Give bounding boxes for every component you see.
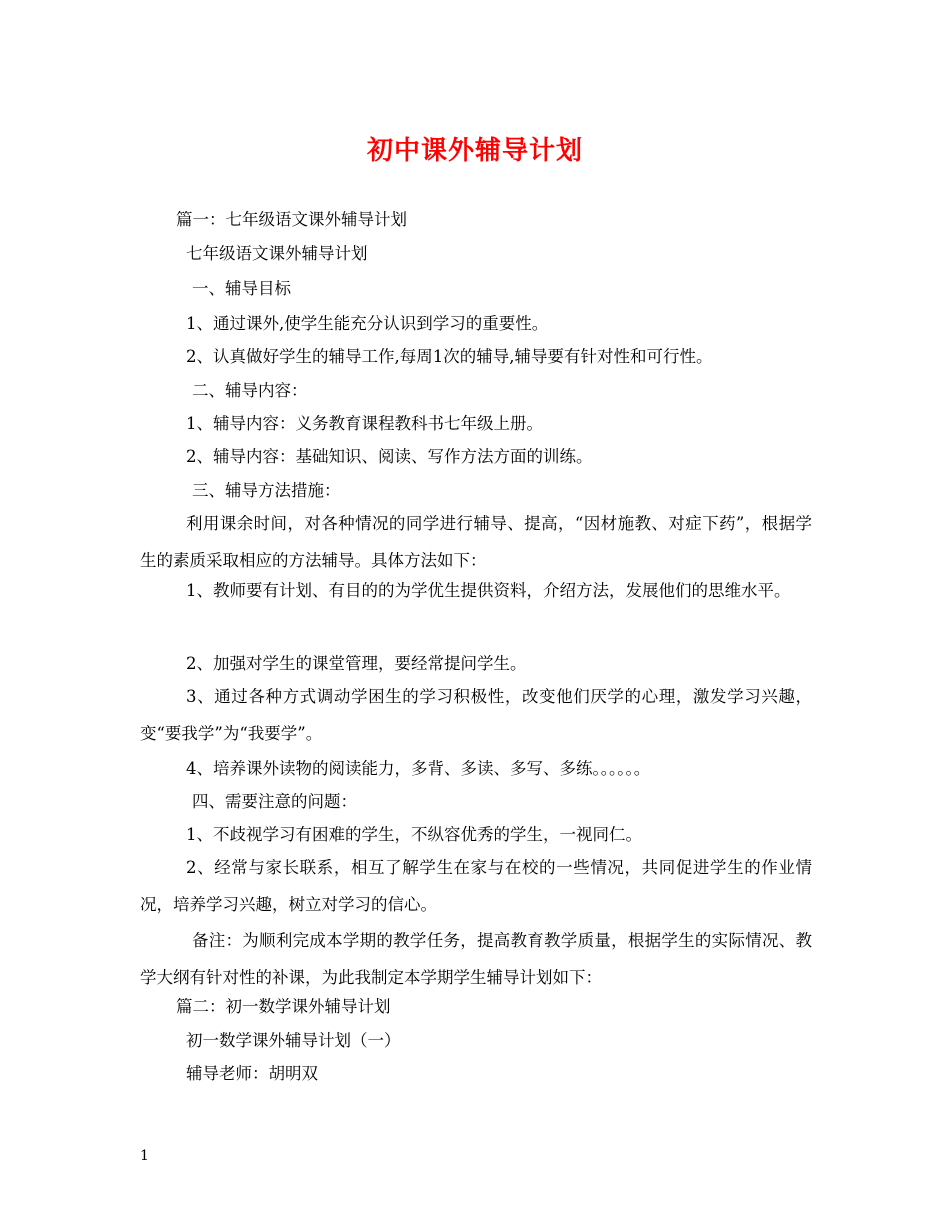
paragraph: 1、不歧视学习有困难的学生，不纵容优秀的学生，一视同仁。 (186, 825, 642, 844)
paragraph: 2、辅导内容：基础知识、阅读、写作方法方面的训练。 (186, 447, 593, 466)
paragraph: 1、教师要有计划、有目的的为学优生提供资料，介绍方法，发展他们的思维水平。 (186, 581, 791, 600)
heading-content: 二、辅导内容： (192, 381, 308, 400)
paragraph: 2、加强对学生的课堂管理，要经常提问学生。 (186, 654, 527, 673)
subtitle-2: 初一数学课外辅导计划（一） (186, 1031, 401, 1050)
remark-paragraph: 备注：为顺利完成本学期的教学任务，提高教育教学质量，根据学生的实际情况、教学大纲有针对性的补课，为此我制定本学期学生辅导计划如下： (140, 931, 812, 987)
heading-methods: 三、辅导方法措施： (192, 481, 341, 500)
paragraph: 2、认真做好学生的辅导工作,每周1次的辅导,辅导要有针对性和可行性。 (186, 347, 713, 366)
paragraph: 1、通过课外,使学生能充分认识到学习的重要性。 (186, 314, 549, 333)
heading-notes: 四、需要注意的问题： (192, 792, 357, 811)
paragraph: 3、通过各种方式调动学困生的学习积极性，改变他们厌学的心理，激发学习兴趣，变“要我学”为“我要学”。 (140, 687, 812, 743)
paragraph: 利用课余时间，对各种情况的同学进行辅导、提高，“因材施教、对症下药”，根据学生的素质采取相应的方法辅导。具体方法如下： (140, 514, 812, 570)
paragraph: 4、培养课外读物的阅读能力，多背、多读、多写、多练。。。。。。 (186, 759, 651, 778)
page-number: 1 (140, 1148, 149, 1164)
paragraph: 1、辅导内容：义务教育课程教科书七年级上册。 (186, 414, 543, 433)
teacher-line: 辅导老师：胡明双 (186, 1064, 318, 1083)
subtitle-1: 七年级语文课外辅导计划 (186, 244, 368, 263)
paragraph: 2、经常与家长联系，相互了解学生在家与在校的一些情况，共同促进学生的作业情况，培养学习兴趣，树立对学习的信心。 (140, 858, 812, 914)
heading-goals: 一、辅导目标 (192, 279, 291, 298)
section-heading-1: 篇一：七年级语文课外辅导计划 (176, 210, 407, 229)
section-heading-2: 篇二：初一数学课外辅导计划 (176, 997, 391, 1016)
document-title: 初中课外辅导计划 (366, 136, 583, 166)
